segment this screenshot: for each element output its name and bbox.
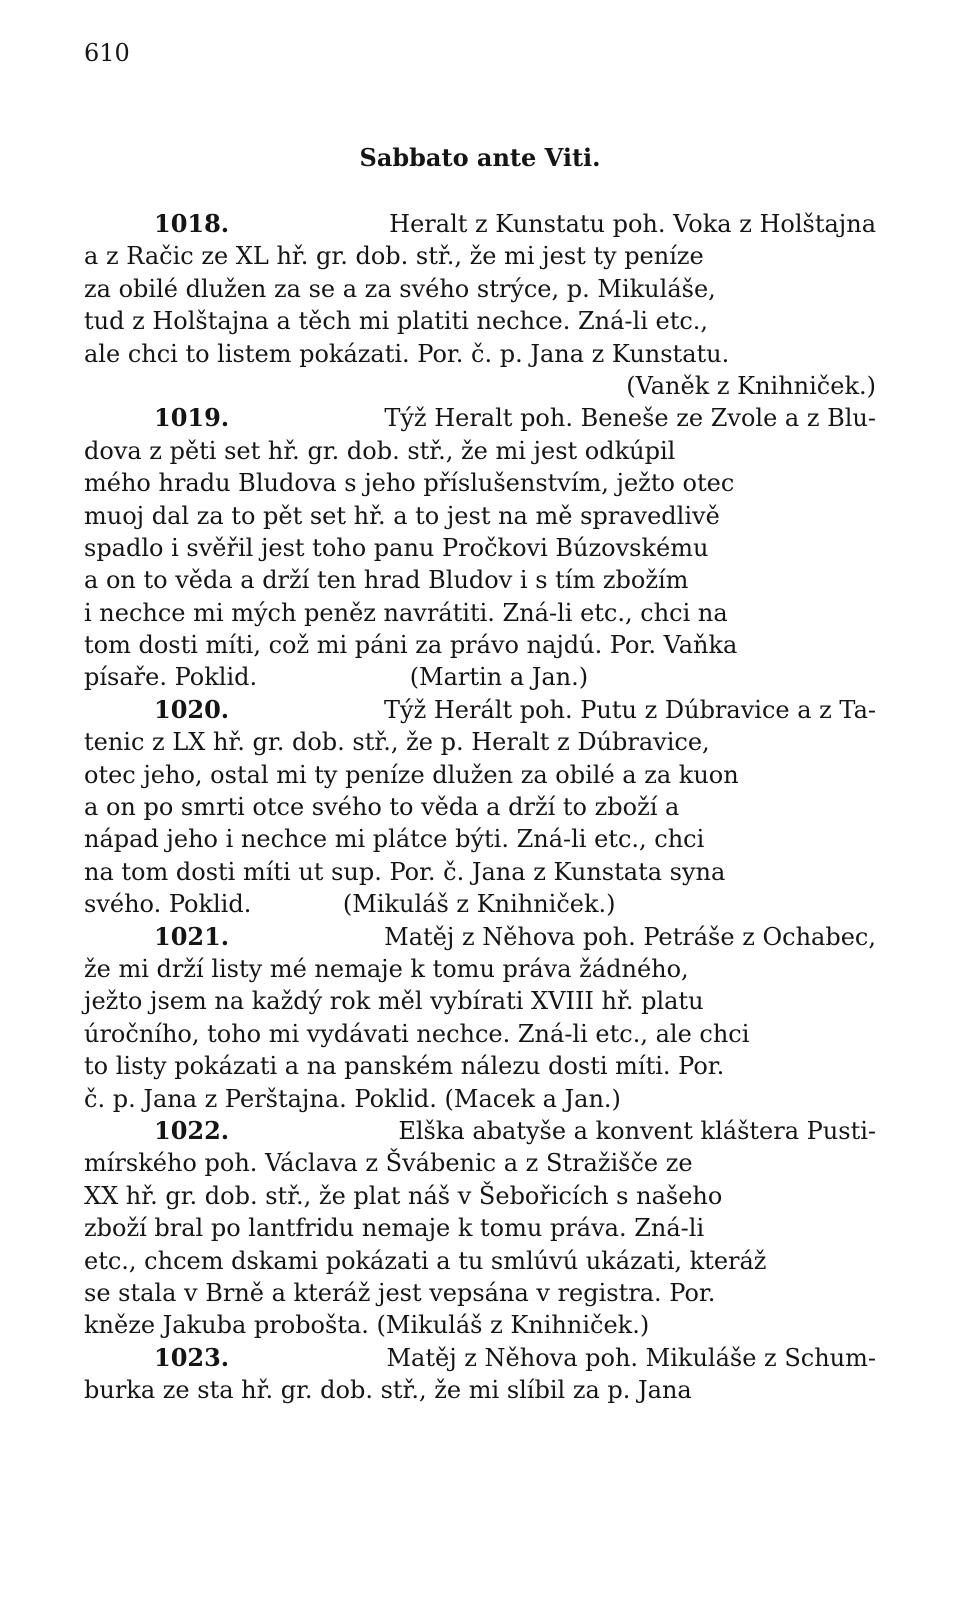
- text-line: [84, 759, 876, 791]
- text-line: [84, 240, 876, 272]
- text-line: [84, 1374, 876, 1406]
- line-text: dova z pěti set hř. gr. dob. stř., že mi jest odkúpil: [84, 436, 676, 465]
- text-line: [84, 856, 876, 888]
- text-line: [84, 370, 876, 402]
- line-text: kněze Jakuba probošta. (Mikuláš z Knihniček.): [84, 1311, 650, 1340]
- line-text: mírského poh. Václava z Švábenic a z Stražišče ze: [84, 1149, 693, 1178]
- text-line: [84, 208, 876, 240]
- text-line: [84, 888, 876, 920]
- line-text: a on po smrti otce svého to věda a drží to zboží a: [84, 793, 680, 822]
- text-line: [84, 985, 876, 1017]
- text-line: [84, 467, 876, 499]
- entry-number: 1018.: [154, 209, 230, 238]
- line-text: na tom dosti míti ut sup. Por. č. Jana z Kunstata syna: [84, 857, 726, 886]
- text-line: [84, 1309, 876, 1341]
- line-text: Matěj z Něhova poh. Mikuláše z Schum-: [386, 1343, 876, 1372]
- text-line: [84, 1342, 876, 1374]
- text-line: [84, 629, 876, 661]
- text-line: [84, 694, 876, 726]
- line-text: Matěj z Něhova poh. Petráše z Ochabec,: [384, 922, 876, 951]
- text-line: [84, 953, 876, 985]
- text-line: [84, 921, 876, 953]
- line-text: otec jeho, ostal mi ty peníze dlužen za obilé a za kuon: [84, 760, 739, 789]
- line-text: mého hradu Bludova s jeho příslušenstvím, ježto otec: [84, 469, 735, 498]
- entry-number: 1019.: [154, 403, 230, 433]
- line-text: to listy pokázati a na panském nálezu dosti míti. Por.: [84, 1052, 725, 1081]
- line-text: i nechce mi mých peněz navrátiti. Zná-li etc., chci na: [84, 598, 728, 627]
- line-text: nápad jeho i nechce mi plátce býti. Zná-li etc., chci: [84, 825, 705, 854]
- line-text: spadlo i svěřil jest toho panu Pročkovi Búzovskému: [84, 533, 709, 562]
- line-text: Heralt z Kunstatu poh. Voka z Holštajna: [389, 210, 876, 238]
- text-line: [84, 1083, 876, 1115]
- entry-number: 1021.: [154, 921, 230, 951]
- text-line: [84, 726, 876, 758]
- line-text: Týž Heralt poh. Beneše ze Zvole a z Blu-: [384, 404, 876, 433]
- section-heading: Sabbato ante Viti.: [359, 143, 601, 172]
- line-text: Elška abatyše a konvent kláštera Pusti-: [398, 1116, 876, 1145]
- text-line: [84, 402, 876, 434]
- line-text: tom dosti míti, což mi páni za právo najdú. Por. Vaňka: [84, 631, 738, 660]
- line-text: písaře. Poklid. (Martin a Jan.): [84, 663, 589, 692]
- entry-number: 1023.: [154, 1342, 230, 1372]
- entry-number: 1020.: [154, 694, 230, 724]
- text-line: [84, 532, 876, 564]
- entry-number: 1022.: [154, 1115, 230, 1145]
- line-text: za obilé dlužen za se a za svého strýce, p. Mikuláše,: [84, 274, 716, 303]
- line-text: a on to věda a drží ten hrad Bludov i s tím zbožím: [84, 566, 689, 595]
- page-number: 610: [84, 39, 130, 67]
- text-line: [84, 435, 876, 467]
- line-text: a z Račic ze XL hř. gr. dob. stř., že mi jest ty peníze: [84, 242, 704, 271]
- text-line: [84, 305, 876, 337]
- line-text: etc., chcem dskami pokázati a tu smlúvú ukázati, kteráž: [84, 1246, 767, 1275]
- text-line: [84, 823, 876, 855]
- text-line: [84, 1245, 876, 1277]
- line-text: že mi drží listy mé nemaje k tomu práva žádného,: [84, 954, 689, 983]
- line-text: úročního, toho mi vydávati nechce. Zná-li etc., ale chci: [84, 1019, 750, 1048]
- text-line: [84, 597, 876, 629]
- text-line: [84, 500, 876, 532]
- text-line: [84, 791, 876, 823]
- text-line: [84, 1212, 876, 1244]
- line-text: č. p. Jana z Perštajna. Poklid. (Macek a Jan.): [84, 1084, 621, 1113]
- line-text: muoj dal za to pět set hř. a to jest na mě spravedlivě: [84, 501, 720, 530]
- text-line: [84, 564, 876, 596]
- body-text: [84, 208, 876, 1406]
- line-text: (Vaněk z Knihniček.): [626, 371, 876, 400]
- text-line: [84, 1050, 876, 1082]
- line-text: ježto jsem na každý rok měl vybírati XVIII hř. platu: [84, 987, 704, 1016]
- line-text: Týž Herált poh. Putu z Dúbravice a z Ta-: [384, 695, 876, 724]
- text-line: [84, 1018, 876, 1050]
- text-line: [84, 661, 876, 693]
- text-line: [84, 273, 876, 305]
- line-text: zboží bral po lantfridu nemaje k tomu práva. Zná-li: [84, 1214, 705, 1243]
- line-text: burka ze sta hř. gr. dob. stř., že mi slíbil za p. Jana: [84, 1376, 692, 1405]
- line-text: se stala v Brně a kteráž jest vepsána v registra. Por.: [84, 1278, 716, 1307]
- text-line: [84, 1180, 876, 1212]
- text-line: [84, 1277, 876, 1309]
- text-line: [84, 1147, 876, 1179]
- text-line: [84, 338, 876, 370]
- text-line: [84, 1115, 876, 1147]
- line-text: tenic z LX hř. gr. dob. stř., že p. Heralt z Dúbravice,: [84, 728, 710, 757]
- line-text: XX hř. gr. dob. stř., že plat náš v Šebořicích s našeho: [84, 1181, 723, 1210]
- line-text: tud z Holštajna a těch mi platiti nechce. Zná-li etc.,: [84, 307, 709, 336]
- line-text: svého. Poklid. (Mikuláš z Knihniček.): [84, 890, 616, 919]
- line-text: ale chci to listem pokázati. Por. č. p. Jana z Kunstatu.: [84, 339, 730, 368]
